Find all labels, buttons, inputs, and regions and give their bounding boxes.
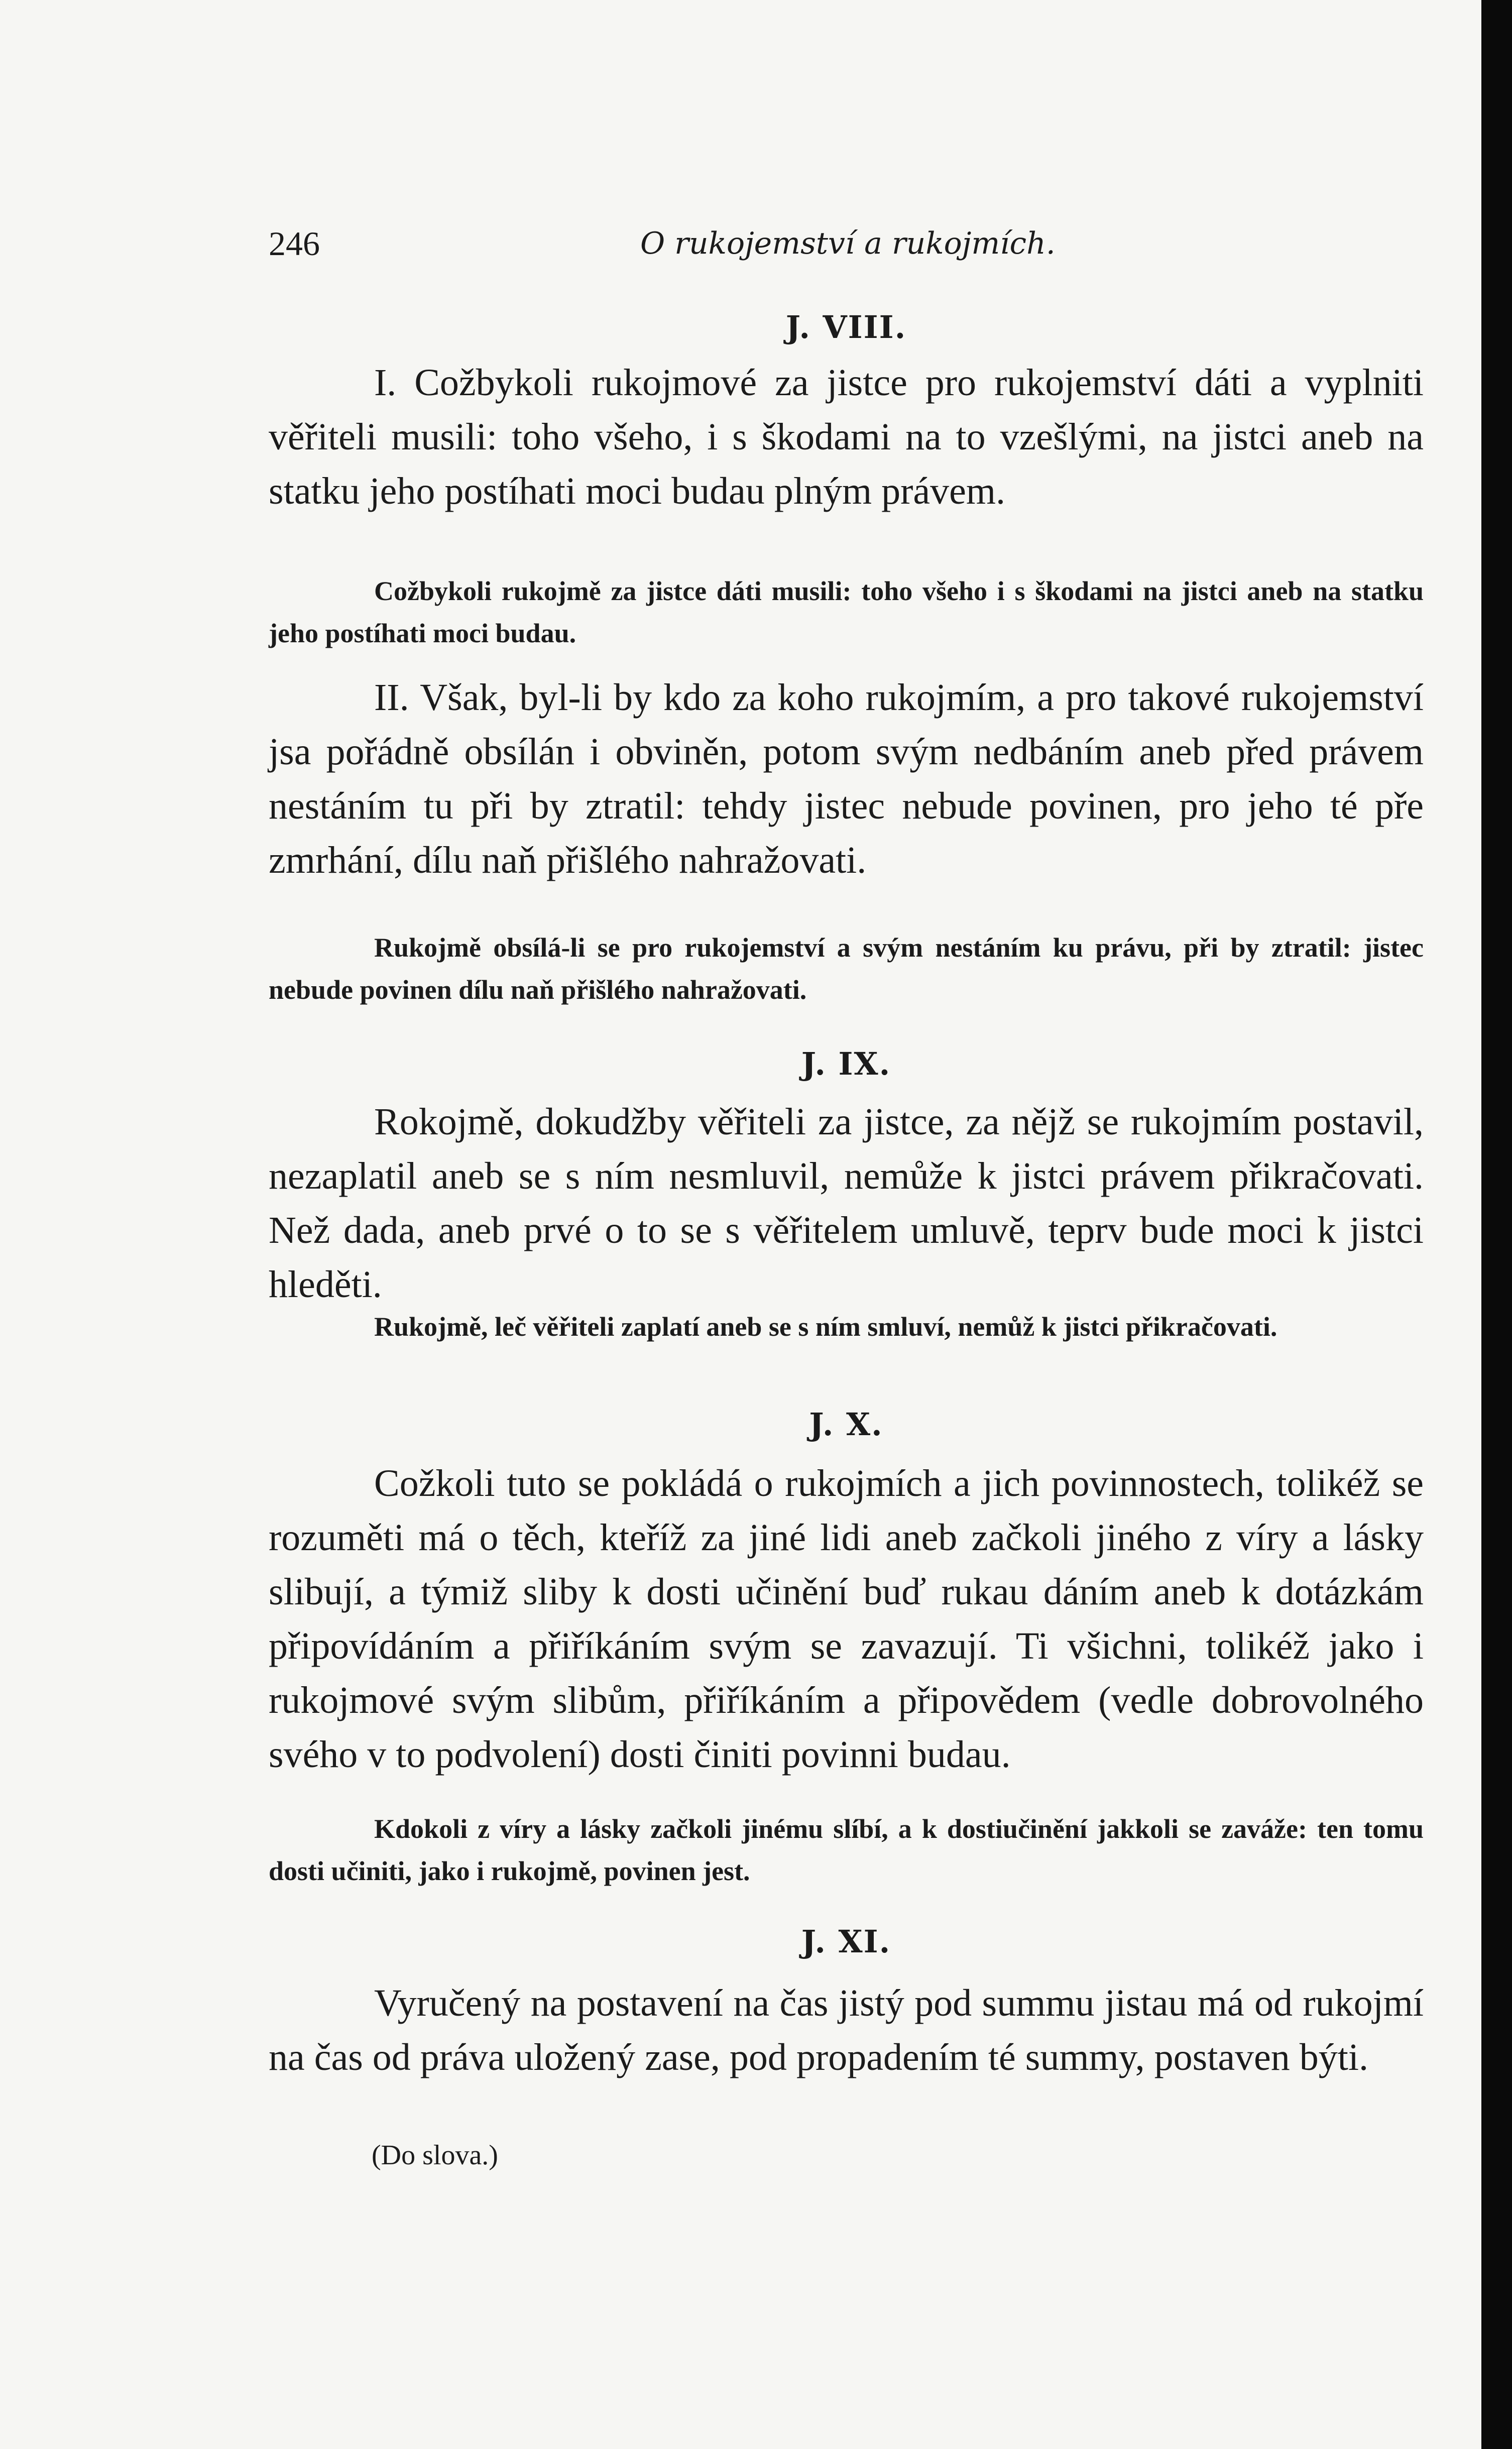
section-heading: J. XI. — [801, 1923, 891, 1960]
section-gloss: Kdokoli z víry a lásky začkoli jinému slíbí, a k dostiučinění jakkoli se zaváže: ten tomu dosti učiniti, jako i rukojmě, povinen jest. — [269, 1814, 1424, 1886]
page-number: 246 — [269, 224, 320, 263]
section-heading: J. VIII. — [785, 309, 907, 345]
section-tail-note: (Do slova.) — [372, 2140, 498, 2171]
scan-edge — [1481, 0, 1512, 2449]
section-paragraph: I. Cožbykoli rukojmové za jistce pro rukojemství dáti a vyplniti věřiteli musili: toho všeho, i s škodami na to vzešlými, na jistci aneb na statku jeho postíhati moci budau plným právem. — [269, 362, 1424, 512]
section-paragraph: Rokojmě, dokudžby věřiteli za jistce, za nějž se rukojmím postavil, nezaplatil aneb se s ním nesmluvil, nemůže k jistci právem přikračovati. Než dada, aneb prvé o to se s věřitelem umluvě, teprv bude moci k jistci hleděti. — [269, 1101, 1424, 1306]
section-paragraph: II. Však, byl-li by kdo za koho rukojmím, a pro takové rukojemství jsa pořádně obsílán i obviněn, potom svým nedbáním aneb před právem nestáním tu při by ztratil: tehdy jistec nebude povinen, pro jeho té pře zmrhání, dílu naň přišlého nahražovati. — [269, 676, 1424, 881]
section-heading: J. X. — [809, 1406, 883, 1443]
section-paragraph: Vyručený na postavení na čas jistý pod summu jistau má od rukojmí na čas od práva uložený zase, pod propadením té summy, postaven býti. — [269, 1982, 1424, 2078]
running-head — [269, 218, 1424, 269]
section-gloss: Rukojmě, leč věřiteli zaplatí aneb se s ním smluví, nemůž k jistci přikračovati. — [374, 1312, 1277, 1342]
section-gloss: Cožbykoli rukojmě za jistce dáti musili: toho všeho i s škodami na jistci aneb na statku jeho postíhati moci budau. — [269, 576, 1424, 648]
section-paragraph: Cožkoli tuto se pokládá o rukojmích a jich povinnostech, tolikéž se rozuměti má o těch, kteříž za jiné lidi aneb začkoli jiného z víry a lásky slibují, a týmiž sliby k dosti učinění buď rukau dáním aneb k dotázkám připovídáním a přiříkáním svým se zavazují. Ti všichni, tolikéž jako i rukojmové svým slibům, přiříkáním a připovědem (vedle dobrovolného svého v to podvolení) dosti činiti povinni budau. — [269, 1462, 1424, 1776]
running-title: O rukojemství a rukojmích. — [640, 226, 1056, 261]
section-heading: J. IX. — [801, 1045, 891, 1082]
section-gloss: Rukojmě obsílá-li se pro rukojemství a svým nestáním ku právu, při by ztratil: jistec nebude povinen dílu naň přišlého nahražovati. — [269, 932, 1424, 1005]
